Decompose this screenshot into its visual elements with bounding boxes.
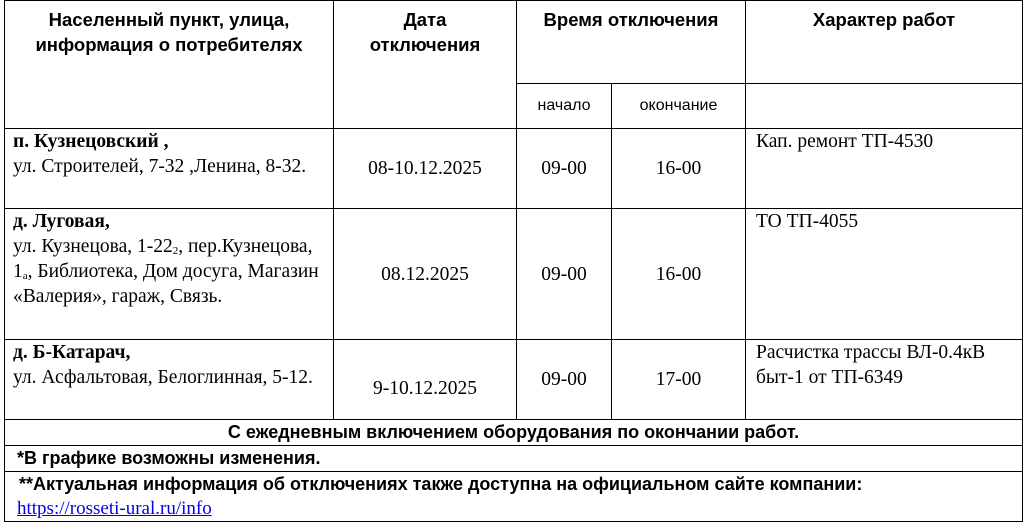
end-time-cell: 16-00 — [612, 209, 746, 340]
work-cell: Расчистка трассы ВЛ-0.4кВ быт-1 от ТП-6349 — [746, 340, 1023, 420]
date-cell: 08-10.12.2025 — [334, 129, 517, 209]
website-link[interactable]: https://rosseti-ural.ru/info — [17, 498, 212, 519]
header-location: Населенный пункт, улица, информация о потребителях — [5, 1, 334, 129]
table-row — [5, 340, 1023, 420]
date-cell: 08.12.2025 — [334, 209, 517, 340]
end-time-cell: 16-00 — [612, 129, 746, 209]
location-details: ул. Асфальтовая, Белоглинная, 5-12. — [13, 367, 313, 388]
location-details: ул. Кузнецова, $1-22_2$, пер.Кузнецова, $1_а$, Библиотека, Дом досуга, Магазин «Валерия», гараж, Связь. — [13, 236, 319, 307]
schedule-change-note: *В графике возможны изменения. — [5, 446, 1023, 472]
start-time-cell: 09-00 — [517, 209, 612, 340]
table-row — [5, 129, 1023, 209]
location-cell — [5, 129, 334, 209]
settlement-name: д. Б-Катарач, — [13, 342, 131, 363]
end-time-cell: 17-00 — [612, 340, 746, 420]
start-time-cell: 09-00 — [517, 129, 612, 209]
table-row — [5, 209, 1023, 340]
settlement-name: п. Кузнецовский , — [13, 131, 169, 152]
website-note — [5, 472, 1023, 522]
outage-schedule-table — [4, 0, 1023, 522]
location-cell — [5, 209, 334, 340]
date-cell: 9-10.12.2025 — [334, 340, 517, 420]
header-date: Дата отключения — [334, 1, 517, 129]
header-time: Время отключения — [517, 1, 746, 84]
location-details: ул. Строителей, 7-32 ,Ленина, 8-32. — [13, 156, 307, 177]
start-time-cell: 09-00 — [517, 340, 612, 420]
header-start: начало — [517, 84, 612, 129]
location-cell — [5, 340, 334, 420]
header-work: Характер работ — [746, 1, 1023, 84]
header-work-empty — [746, 84, 1023, 129]
website-note-text: **Актуальная информация об отключениях также доступна на официальном сайте компании: — [19, 474, 863, 494]
daily-restore-note: С ежедневным включением оборудования по окончании работ. — [5, 420, 1023, 446]
work-cell: Кап. ремонт ТП-4530 — [746, 129, 1023, 209]
work-cell: ТО ТП-4055 — [746, 209, 1023, 340]
header-end: окончание — [612, 84, 746, 129]
settlement-name: д. Луговая, — [13, 211, 110, 232]
